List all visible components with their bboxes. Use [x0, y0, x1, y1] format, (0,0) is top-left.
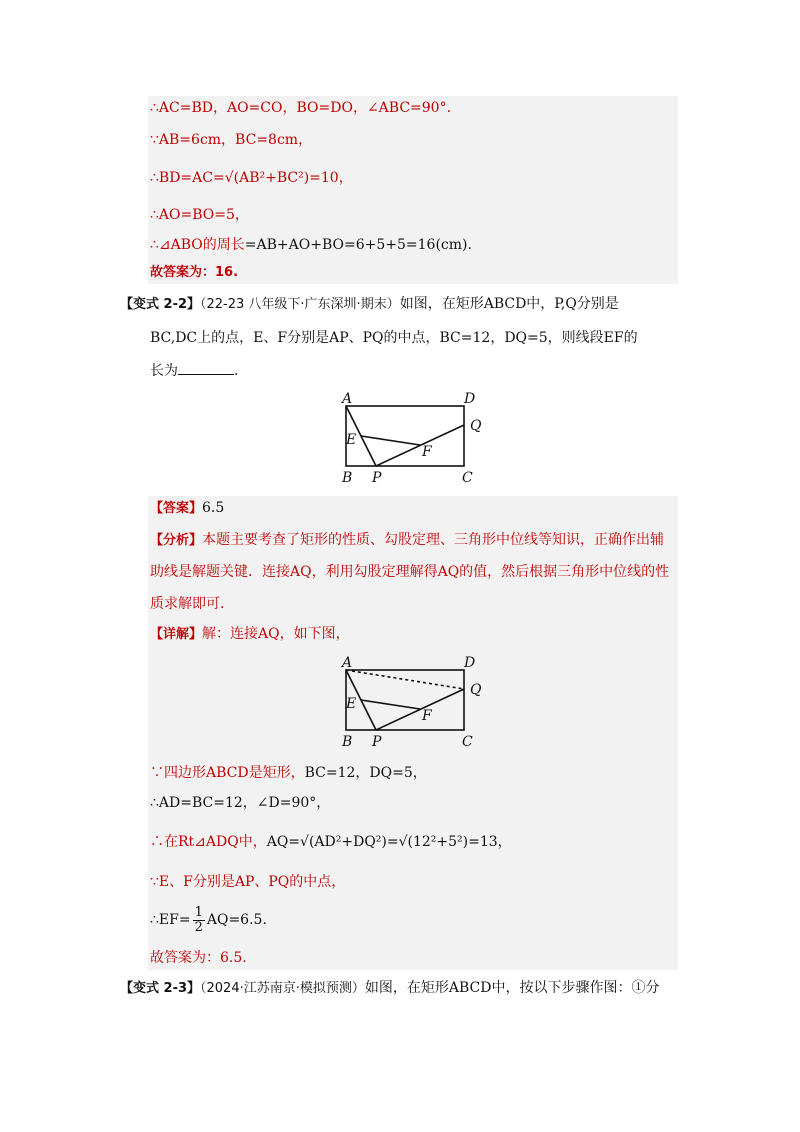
- answer-line: [150, 498, 224, 519]
- fraction-numerator: 1: [194, 904, 203, 920]
- segment-pq: [376, 425, 464, 466]
- answer-value: 6.5: [202, 500, 225, 516]
- label-a: A: [342, 391, 353, 407]
- segment-aq-dashed: [346, 670, 464, 689]
- question-2-2-line3: [150, 360, 238, 381]
- question-2-2-line2: BC,DC上的点，E、F分别是AP、PQ的中点，BC=12，DQ=5，则线段EF的: [150, 330, 638, 346]
- label-c: C: [462, 470, 473, 486]
- step-1: [150, 763, 427, 783]
- fraction-denominator: 2: [194, 919, 203, 935]
- question-2-2-line1: [120, 294, 619, 315]
- analysis-line3: 质求解即可.: [150, 596, 225, 612]
- question-2-2-tag: 【变式 2-2】: [120, 297, 201, 312]
- question-2-2-text3: 长为: [150, 363, 178, 379]
- question-2-2-text1: 如图，在矩形ABCD中，P,Q分别是: [399, 296, 619, 312]
- step-5-post: AQ=6.5.: [206, 912, 267, 928]
- label-e-2: E: [346, 696, 357, 712]
- block1-line5: [150, 235, 472, 255]
- question-2-3-tag: 【变式 2-3】: [120, 981, 201, 996]
- question-2-3-line1: [120, 978, 659, 999]
- answer-blank[interactable]: [178, 360, 234, 375]
- block1-line3: ∴BD=AC=√(AB²+BC²)=10，: [150, 170, 353, 186]
- step-4: ∵E、F分别是AP、PQ的中点，: [150, 874, 346, 890]
- rectangle-figure-2: [330, 652, 500, 752]
- label-p-2: P: [372, 734, 382, 750]
- perimeter-label: ∴⊿ABO的周长: [150, 237, 245, 253]
- block1-line4: ∴AO=BO=5，: [150, 207, 249, 223]
- step-3-black: AQ=√(AD²+DQ²)=√(12²+5²)=13，: [266, 834, 512, 850]
- block1-answer: 故答案为：16.: [150, 265, 239, 280]
- step-3-red: ∴在Rt⊿ADQ中，: [150, 834, 267, 850]
- analysis-text1: 本题主要考查了矩形的性质、勾股定理、三角形中位线等知识，正确作出辅: [202, 532, 665, 548]
- detail-tag: 【详解】: [150, 627, 203, 642]
- question-2-2-period: .: [234, 363, 239, 379]
- label-d-2: D: [464, 655, 476, 671]
- analysis-line1: [150, 530, 664, 551]
- fraction-one-half: [193, 906, 205, 935]
- label-a-2: A: [342, 655, 353, 671]
- answer-tag: 【答案】: [150, 501, 203, 516]
- label-f: F: [422, 444, 432, 460]
- label-b: B: [342, 470, 353, 486]
- block1-line1: ∴AC=BD，AO=CO，BO=DO，∠ABC=90°.: [150, 100, 452, 116]
- step-5: [150, 902, 267, 938]
- label-c-2: C: [462, 734, 473, 750]
- block1-line2: ∵AB=6cm，BC=8cm，: [150, 132, 313, 148]
- step-5-pre: ∴EF=: [150, 912, 191, 928]
- solution-block-top: [148, 96, 678, 284]
- label-f-2: F: [422, 708, 432, 724]
- rectangle-figure-1: [330, 388, 500, 488]
- label-q-2: Q: [470, 682, 482, 698]
- segment-ef: [361, 436, 420, 445]
- analysis-tag: 【分析】: [150, 533, 203, 548]
- step-1-black: BC=12，DQ=5，: [304, 765, 427, 781]
- step-1-red: ∵四边形ABCD是矩形，: [150, 765, 305, 781]
- detail-line: [150, 624, 350, 645]
- label-b-2: B: [342, 734, 353, 750]
- detail-text: 解：连接AQ，如下图，: [202, 626, 350, 642]
- step-2: ∴AD=BC=12，∠D=90°，: [150, 795, 331, 811]
- question-2-2-source: （22-23 八年级下·广东深圳·期末）: [200, 297, 400, 312]
- segment-ef-2: [361, 700, 420, 709]
- label-e: E: [346, 432, 357, 448]
- perimeter-calc: =AB+AO+BO=6+5+5=16(cm).: [244, 237, 472, 253]
- step-3: [150, 832, 512, 852]
- question-2-3-text: 如图，在矩形ABCD中，按以下步骤作图：①分: [364, 980, 660, 996]
- analysis-line2: 助线是解题关键．连接AQ，利用勾股定理解得AQ的值，然后根据三角形中位线的性: [150, 564, 670, 580]
- label-d: D: [464, 391, 476, 407]
- step-6: 故答案为：6.5.: [150, 950, 247, 966]
- segment-pq-2: [376, 689, 464, 730]
- label-p: P: [372, 470, 382, 486]
- label-q: Q: [470, 418, 482, 434]
- question-2-3-source: （2024·江苏南京·模拟预测）: [200, 981, 365, 996]
